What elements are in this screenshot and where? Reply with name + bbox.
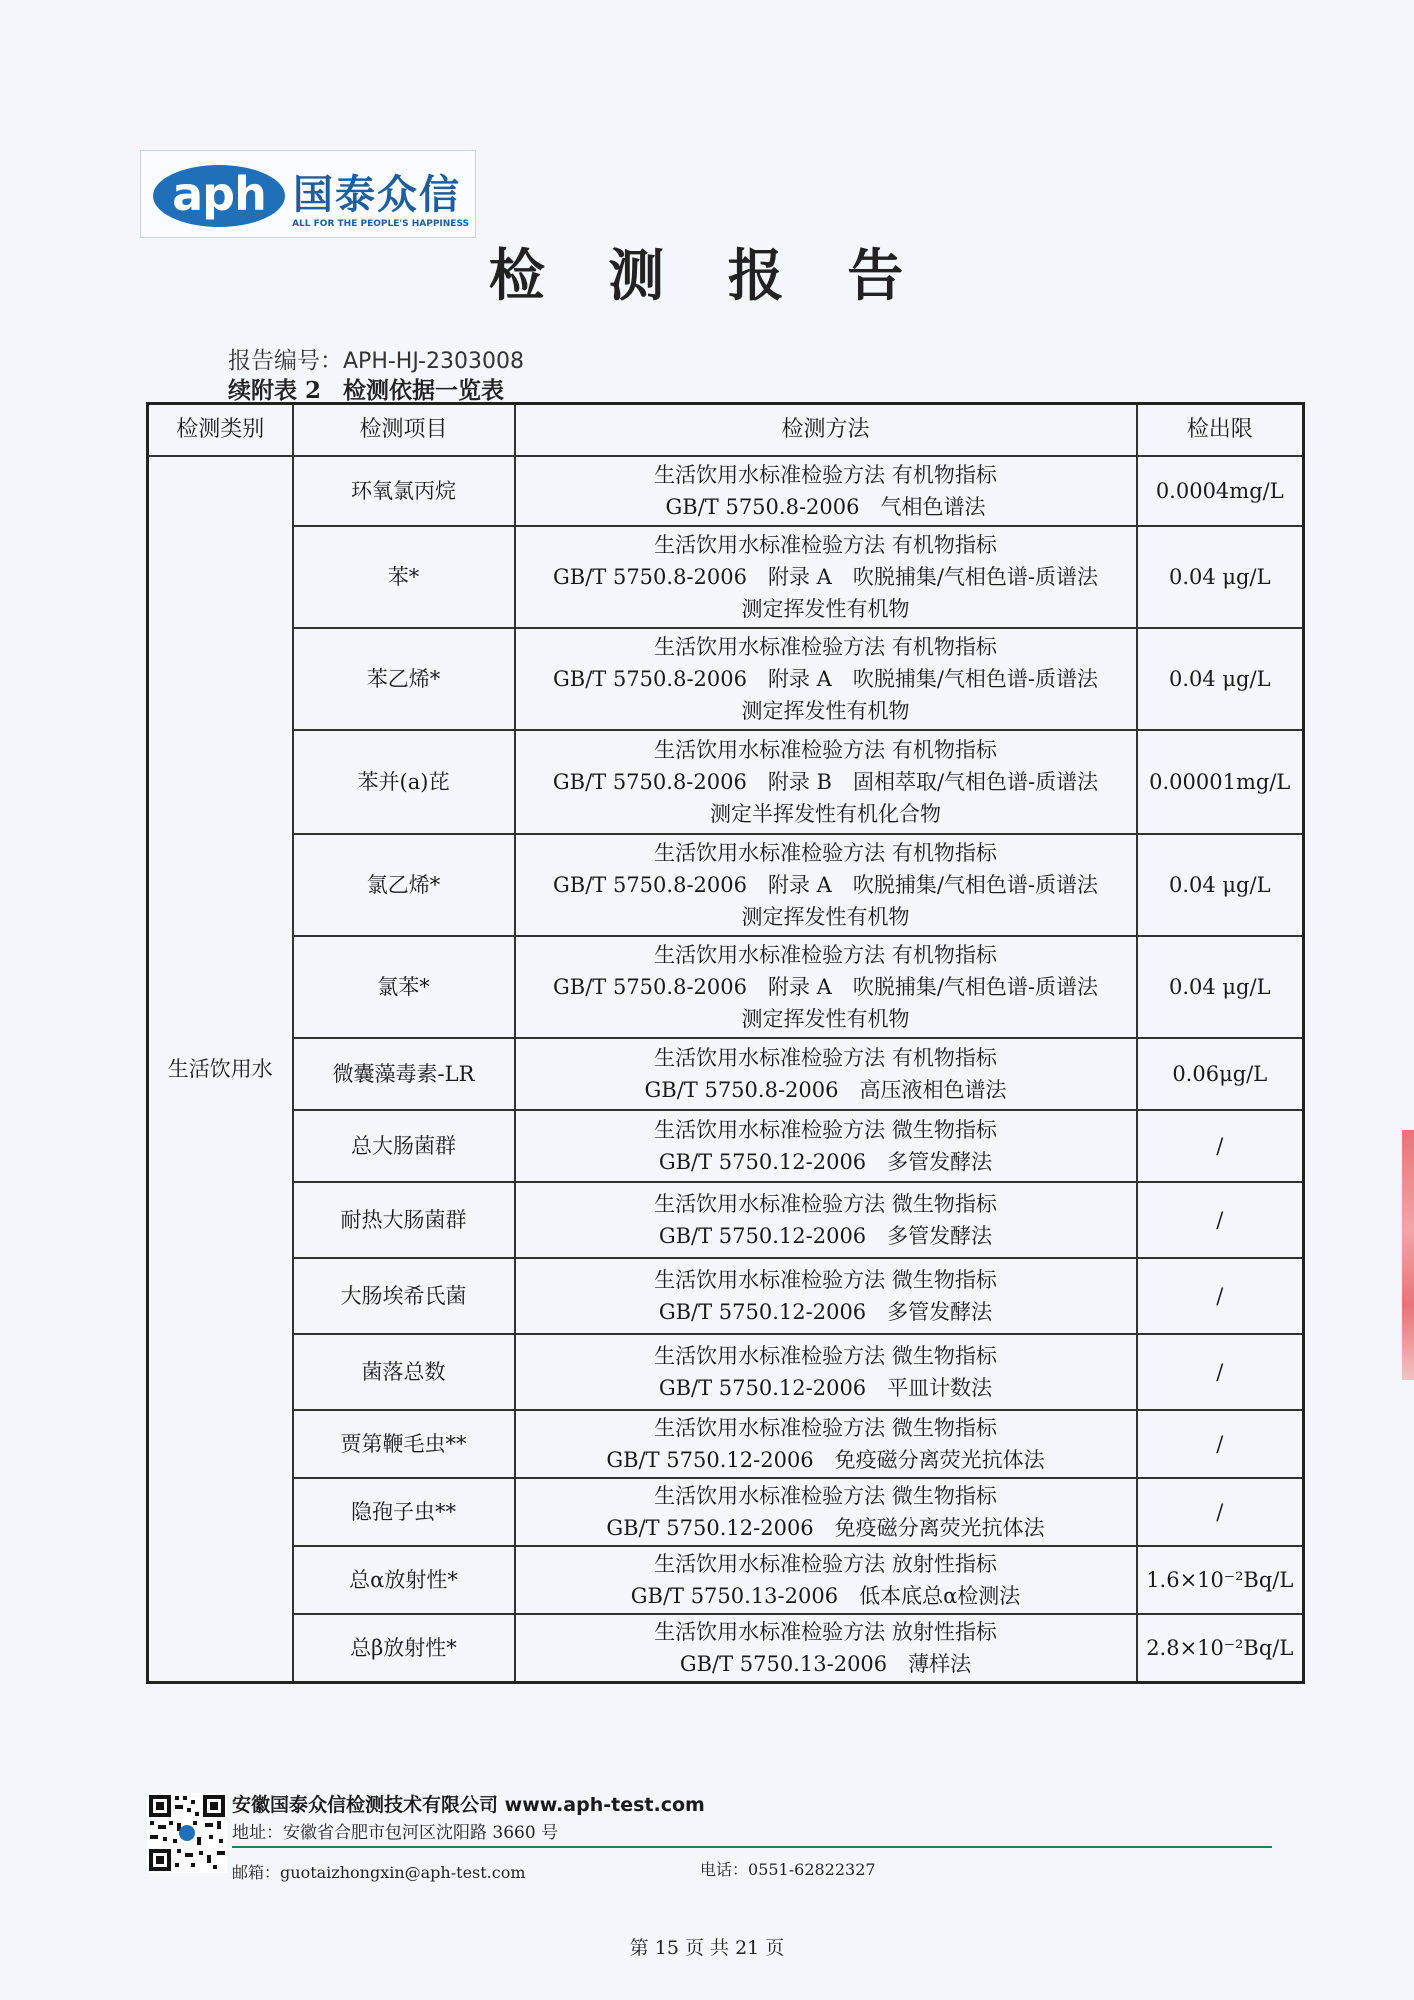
table-header-row bbox=[148, 404, 1304, 457]
item-cell: 氯乙烯* bbox=[293, 834, 515, 936]
method-cell: 生活饮用水标准检验方法 微生物指标 GB/T 5750.12-2006 多管发酵法 bbox=[515, 1182, 1137, 1258]
method-cell: 生活饮用水标准检验方法 微生物指标 GB/T 5750.12-2006 免疫磁分离荧光抗体法 bbox=[515, 1410, 1137, 1478]
item-cell: 总α放射性* bbox=[293, 1546, 515, 1614]
page-number: 第 15 页 共 21 页 bbox=[629, 1937, 785, 1959]
method-cell: 生活饮用水标准检验方法 有机物指标 GB/T 5750.8-2006 附录 A 吹脱捕集/气相色谱-质谱法 测定挥发性有机物 bbox=[515, 628, 1137, 730]
header-limit: 检出限 bbox=[1137, 404, 1304, 457]
method-cell: 生活饮用水标准检验方法 有机物指标 GB/T 5750.8-2006 附录 B 固相萃取/气相色谱-质谱法 测定半挥发性有机化合物 bbox=[515, 730, 1137, 834]
table-row bbox=[148, 1182, 1304, 1258]
table-row bbox=[148, 1334, 1304, 1410]
header-item: 检测项目 bbox=[293, 404, 515, 457]
limit-cell: / bbox=[1137, 1110, 1304, 1182]
method-cell: 生活饮用水标准检验方法 微生物指标 GB/T 5750.12-2006 多管发酵法 bbox=[515, 1110, 1137, 1182]
header-method: 检测方法 bbox=[515, 404, 1137, 457]
address-value: 安徽省合肥市包河区沈阳路 3660 号 bbox=[283, 1823, 559, 1843]
footer-address bbox=[232, 1818, 558, 1843]
item-cell: 环氧氯丙烷 bbox=[293, 456, 515, 526]
limit-cell: 0.04 μg/L bbox=[1137, 834, 1304, 936]
company-name: 安徽国泰众信检测技术有限公司 bbox=[232, 1794, 499, 1816]
limit-cell: 0.06μg/L bbox=[1137, 1038, 1304, 1110]
limit-cell: 0.00001mg/L bbox=[1137, 730, 1304, 834]
table-row bbox=[148, 526, 1304, 628]
table-row bbox=[148, 1258, 1304, 1334]
report-number-label: 报告编号： bbox=[228, 348, 343, 374]
seal-stamp-edge bbox=[1402, 1130, 1414, 1380]
page-current: 15 bbox=[654, 1937, 679, 1959]
limit-cell: 2.8×10⁻²Bq/L bbox=[1137, 1614, 1304, 1682]
method-cell: 生活饮用水标准检验方法 放射性指标 GB/T 5750.13-2006 低本底总α检测法 bbox=[515, 1546, 1137, 1614]
method-cell: 生活饮用水标准检验方法 微生物指标 GB/T 5750.12-2006 平皿计数法 bbox=[515, 1334, 1137, 1410]
item-cell: 耐热大肠菌群 bbox=[293, 1182, 515, 1258]
tel-value: 0551-62822327 bbox=[748, 1860, 876, 1879]
method-cell: 生活饮用水标准检验方法 有机物指标 GB/T 5750.8-2006 附录 A 吹脱捕集/气相色谱-质谱法 测定挥发性有机物 bbox=[515, 526, 1137, 628]
logo-mark: aph bbox=[172, 167, 266, 221]
company-website[interactable]: www.aph-test.com bbox=[504, 1794, 705, 1816]
table-row bbox=[148, 1110, 1304, 1182]
limit-cell: / bbox=[1137, 1478, 1304, 1546]
footer-company bbox=[232, 1790, 705, 1817]
table-row bbox=[148, 1038, 1304, 1110]
method-cell: 生活饮用水标准检验方法 有机物指标 GB/T 5750.8-2006 附录 A 吹脱捕集/气相色谱-质谱法 测定挥发性有机物 bbox=[515, 834, 1137, 936]
report-number bbox=[228, 342, 524, 375]
limit-cell: 0.0004mg/L bbox=[1137, 456, 1304, 526]
report-number-value: APH-HJ-2303008 bbox=[343, 349, 524, 374]
page-title: 检 测 报 告 bbox=[488, 243, 926, 309]
item-cell: 大肠埃希氏菌 bbox=[293, 1258, 515, 1334]
method-cell: 生活饮用水标准检验方法 微生物指标 GB/T 5750.12-2006 免疫磁分离荧光抗体法 bbox=[515, 1478, 1137, 1546]
item-cell: 苯并(a)芘 bbox=[293, 730, 515, 834]
limit-cell: 0.04 μg/L bbox=[1137, 526, 1304, 628]
limit-cell: / bbox=[1137, 1334, 1304, 1410]
logo-name: 国泰众信 bbox=[293, 172, 461, 218]
header-category: 检测类别 bbox=[148, 404, 293, 457]
email-label: 邮箱： bbox=[232, 1863, 281, 1882]
item-cell: 苯乙烯* bbox=[293, 628, 515, 730]
table-row bbox=[148, 1614, 1304, 1682]
table-row bbox=[148, 1478, 1304, 1546]
table-row bbox=[148, 1546, 1304, 1614]
item-cell: 隐孢子虫** bbox=[293, 1478, 515, 1546]
table-subtitle bbox=[228, 372, 504, 405]
limit-cell: / bbox=[1137, 1410, 1304, 1478]
item-cell: 总β放射性* bbox=[293, 1614, 515, 1682]
item-cell: 苯* bbox=[293, 526, 515, 628]
table-row bbox=[148, 628, 1304, 730]
item-cell: 总大肠菌群 bbox=[293, 1110, 515, 1182]
method-cell: 生活饮用水标准检验方法 有机物指标 GB/T 5750.8-2006 高压液相色谱法 bbox=[515, 1038, 1137, 1110]
logo-slogan: ALL FOR THE PEOPLE'S HAPPINESS bbox=[292, 219, 469, 229]
footer-divider bbox=[232, 1846, 1272, 1848]
footer-phone bbox=[700, 1857, 876, 1880]
limit-cell: 0.04 μg/L bbox=[1137, 936, 1304, 1038]
table-row bbox=[148, 730, 1304, 834]
item-cell: 微囊藻毒素-LR bbox=[293, 1038, 515, 1110]
method-cell: 生活饮用水标准检验方法 有机物指标 GB/T 5750.8-2006 气相色谱法 bbox=[515, 456, 1137, 526]
limit-cell: 1.6×10⁻²Bq/L bbox=[1137, 1546, 1304, 1614]
subtitle-prefix: 续附表 2 bbox=[228, 377, 322, 404]
limit-cell: 0.04 μg/L bbox=[1137, 628, 1304, 730]
table-row bbox=[148, 834, 1304, 936]
tel-label: 电话： bbox=[700, 1860, 749, 1879]
company-logo bbox=[140, 150, 476, 238]
method-cell: 生活饮用水标准检验方法 有机物指标 GB/T 5750.8-2006 附录 A 吹脱捕集/气相色谱-质谱法 测定挥发性有机物 bbox=[515, 936, 1137, 1038]
table-row bbox=[148, 936, 1304, 1038]
item-cell: 贾第鞭毛虫** bbox=[293, 1410, 515, 1478]
page-total: 21 bbox=[735, 1937, 760, 1959]
limit-cell: / bbox=[1137, 1182, 1304, 1258]
method-cell: 生活饮用水标准检验方法 微生物指标 GB/T 5750.12-2006 多管发酵法 bbox=[515, 1258, 1137, 1334]
item-cell: 氯苯* bbox=[293, 936, 515, 1038]
method-cell: 生活饮用水标准检验方法 放射性指标 GB/T 5750.13-2006 薄样法 bbox=[515, 1614, 1137, 1682]
table-row bbox=[148, 456, 1304, 526]
email-value[interactable]: guotaizhongxin@aph-test.com bbox=[280, 1863, 526, 1882]
item-cell: 菌落总数 bbox=[293, 1334, 515, 1410]
footer-email bbox=[232, 1860, 526, 1883]
address-label: 地址： bbox=[232, 1823, 283, 1843]
subtitle-text: 检测依据一览表 bbox=[343, 377, 505, 404]
qr-code bbox=[147, 1793, 227, 1873]
limit-cell: / bbox=[1137, 1258, 1304, 1334]
table-row bbox=[148, 1410, 1304, 1478]
method-table bbox=[146, 402, 1305, 1684]
category-cell: 生活饮用水 bbox=[148, 456, 293, 1682]
